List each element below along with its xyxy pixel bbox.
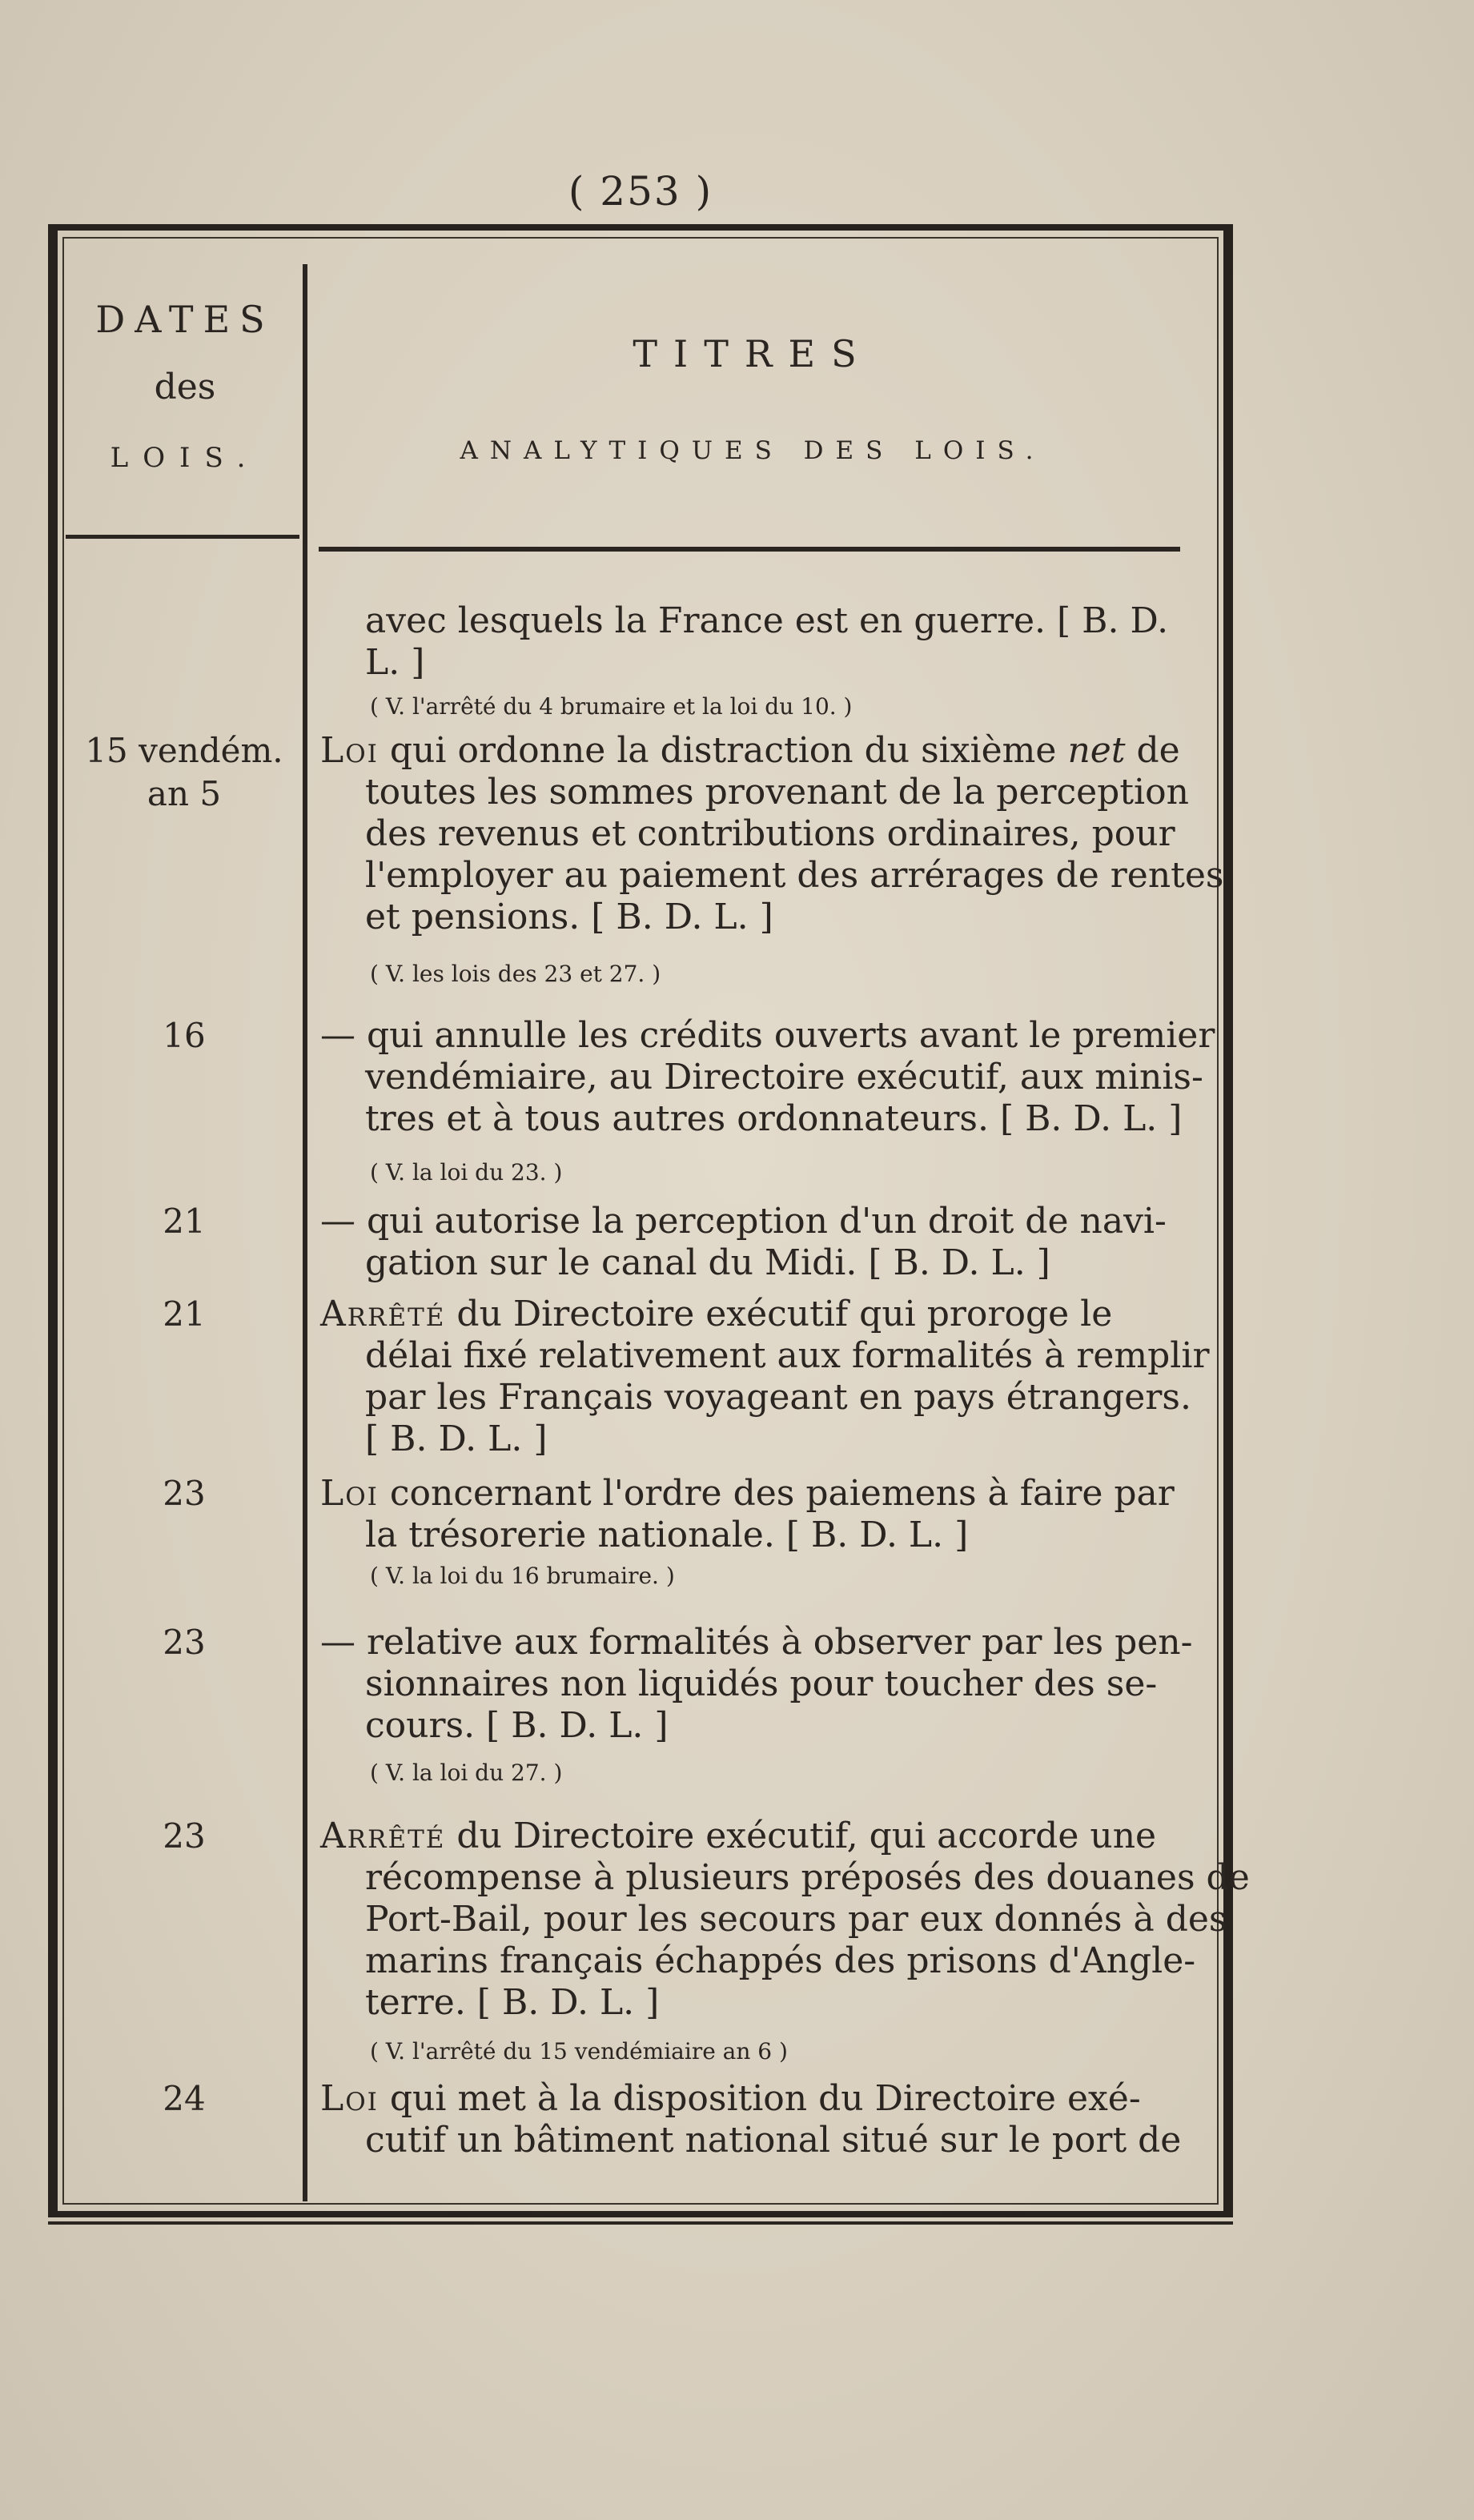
entry-line: qui ordonne la distraction du sixième [389,730,1057,771]
entry-line: — qui autorise la perception d'un droit de navi- [320,1201,1167,1242]
entry-line: [ B. D. L. ] [365,1419,548,1459]
entry-note: ( V. la loi du 16 brumaire. ) [370,1563,675,1589]
entry-note: ( V. l'arrêté du 15 vendémiaire an 6 ) [370,2038,788,2065]
entry-text [320,1015,1215,1140]
entry-line: délai fixé relativement aux formalités à remplir [365,1335,1210,1376]
entry-text [320,2078,1185,2161]
entry-line: — relative aux formalités à observer par les pen- [320,1622,1193,1663]
entry-line: l'employer au paiement des arrérages de rentes [365,855,1224,896]
entry-note: ( V. les lois des 23 et 27. ) [370,961,661,987]
entry-note: ( V. l'arrêté du 4 brumaire et la loi du 10. ) [370,693,853,720]
entry-date: 16 [163,1016,206,1055]
entry-lead: Loi [320,730,379,771]
entry-line: gation sur le canal du Midi. [ B. D. L. ] [365,1242,1050,1283]
entry-line: sionnaires non liquidés pour toucher des se- [365,1663,1158,1704]
entry-line: avec lesquels la France est en guerre. [ B. D. [365,600,1169,641]
entry-line: par les Français voyageant en pays étrangers. [365,1377,1191,1418]
header-des: des [154,367,216,407]
entry-line: cutif un bâtiment national situé sur le port de [365,2120,1182,2161]
entry-line: concernant l'ordre des paiemens à faire par [389,1473,1175,1514]
entry-line: tres et à tous autres ordonnateurs. [ B. D. L. ] [365,1098,1183,1139]
entry-italic: net [1067,730,1126,771]
entry-date: 21 [163,1294,206,1334]
bottom-rule [48,2221,1233,2225]
entry-text [320,730,1224,938]
header-dates: DATES [95,298,275,341]
entry-line: Port-Bail, pour les secours par eux donnés à des [365,1899,1227,1940]
entry-date: 24 [163,2079,206,2118]
header-titres: TITRES [633,332,873,375]
entry-lead: Loi [320,2078,379,2119]
entry-text [320,1816,1250,2024]
entry-line: du Directoire exécutif, qui accorde une [456,1816,1157,1856]
entry-date-year: an 5 [147,774,222,813]
entry-line: vendémiaire, au Directoire exécutif, aux minis- [365,1057,1203,1097]
entry-line: des revenus et contributions ordinaires, pour [365,813,1175,854]
column-divider [303,264,307,2201]
entry-lead: Arrêté [320,1294,446,1334]
entry-line: la trésorerie nationale. [ B. D. L. ] [365,1515,969,1555]
entry-date: 23 [163,1474,206,1513]
entry-lead: Loi [320,1473,379,1514]
entry-date: 23 [163,1623,206,1662]
entry-date: 21 [163,1202,206,1241]
entry-text [320,1294,1210,1460]
entry-lead: Arrêté [320,1816,446,1856]
header-rule-dates [66,535,299,539]
entry-text [320,1473,1185,1556]
entry-date: 15 vendém. [85,731,283,770]
entry-note: ( V. la loi du 23. ) [370,1159,563,1186]
header-rule-titles [319,547,1180,552]
entry-continuation [320,600,1185,684]
entry-line: récompense à plusieurs préposés des douanes de [365,1857,1250,1898]
entry-line: du Directoire exécutif qui proroge le [456,1294,1113,1334]
entry-line: de [1136,730,1180,771]
entry-text [320,1201,1185,1284]
entry-line: terre. [ B. D. L. ] [365,1982,660,2023]
entry-text [320,1622,1193,1747]
entry-note: ( V. la loi du 27. ) [370,1760,563,1786]
page-number: ( 253 ) [568,168,713,215]
entry-line: qui met à la disposition du Directoire exé- [389,2078,1141,2119]
entry-date: 23 [163,1816,206,1856]
header-lois: LOIS. [110,442,260,474]
entry-line: cours. [ B. D. L. ] [365,1705,669,1746]
header-analytiques: ANALYTIQUES DES LOIS. [460,436,1046,465]
entry-line: marins français échappés des prisons d'Angle- [365,1940,1196,1981]
entry-line: toutes les sommes provenant de la perception [365,772,1189,813]
entry-line: — qui annulle les crédits ouverts avant le premier [320,1015,1215,1056]
entry-line: L. ] [365,642,425,683]
entry-line: et pensions. [ B. D. L. ] [365,897,773,937]
